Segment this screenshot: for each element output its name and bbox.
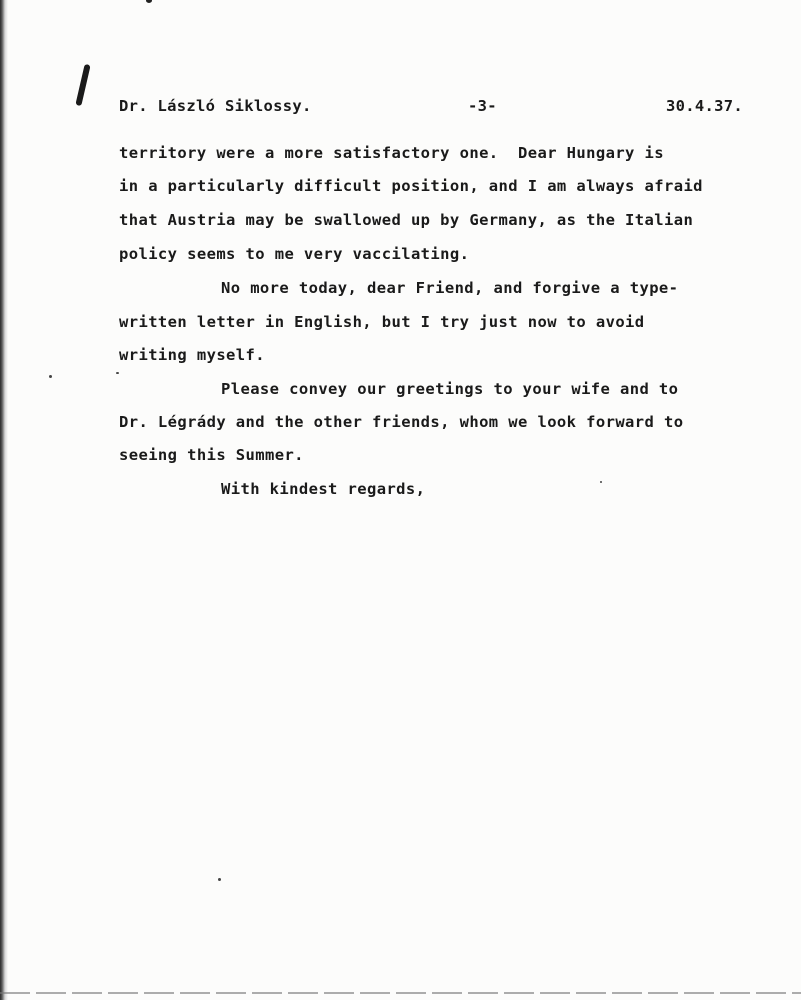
scan-bottom-edge [0, 992, 801, 994]
scan-left-edge [0, 0, 8, 1000]
closing-line: With kindest regards, [221, 480, 426, 498]
body-line: in a particularly difficult position, and I am always afraid [119, 177, 703, 195]
ink-dot [146, 0, 152, 3]
header-page-number: -3- [468, 97, 497, 115]
scan-speck [116, 372, 119, 374]
body-line: Please convey our greetings to your wife and to [221, 380, 679, 398]
body-line: seeing this Summer. [119, 446, 304, 464]
handwritten-pen-mark [75, 64, 90, 106]
body-line: No more today, dear Friend, and forgive a type- [221, 279, 679, 297]
body-line: policy seems to me very vaccilating. [119, 245, 470, 263]
scan-speck [218, 878, 221, 881]
scan-speck [49, 375, 52, 378]
body-line: written letter in English, but I try just now to avoid [119, 313, 645, 331]
header-date: 30.4.37. [666, 97, 744, 115]
body-line: territory were a more satisfactory one. Dear Hungary is [119, 144, 664, 162]
body-line: that Austria may be swallowed up by Germany, as the Italian [119, 211, 694, 229]
body-line: Dr. Légrády and the other friends, whom we look forward to [119, 413, 684, 431]
body-line: writing myself. [119, 346, 265, 364]
header-addressee: Dr. László Siklossy. [119, 97, 312, 115]
scan-speck [600, 481, 602, 483]
